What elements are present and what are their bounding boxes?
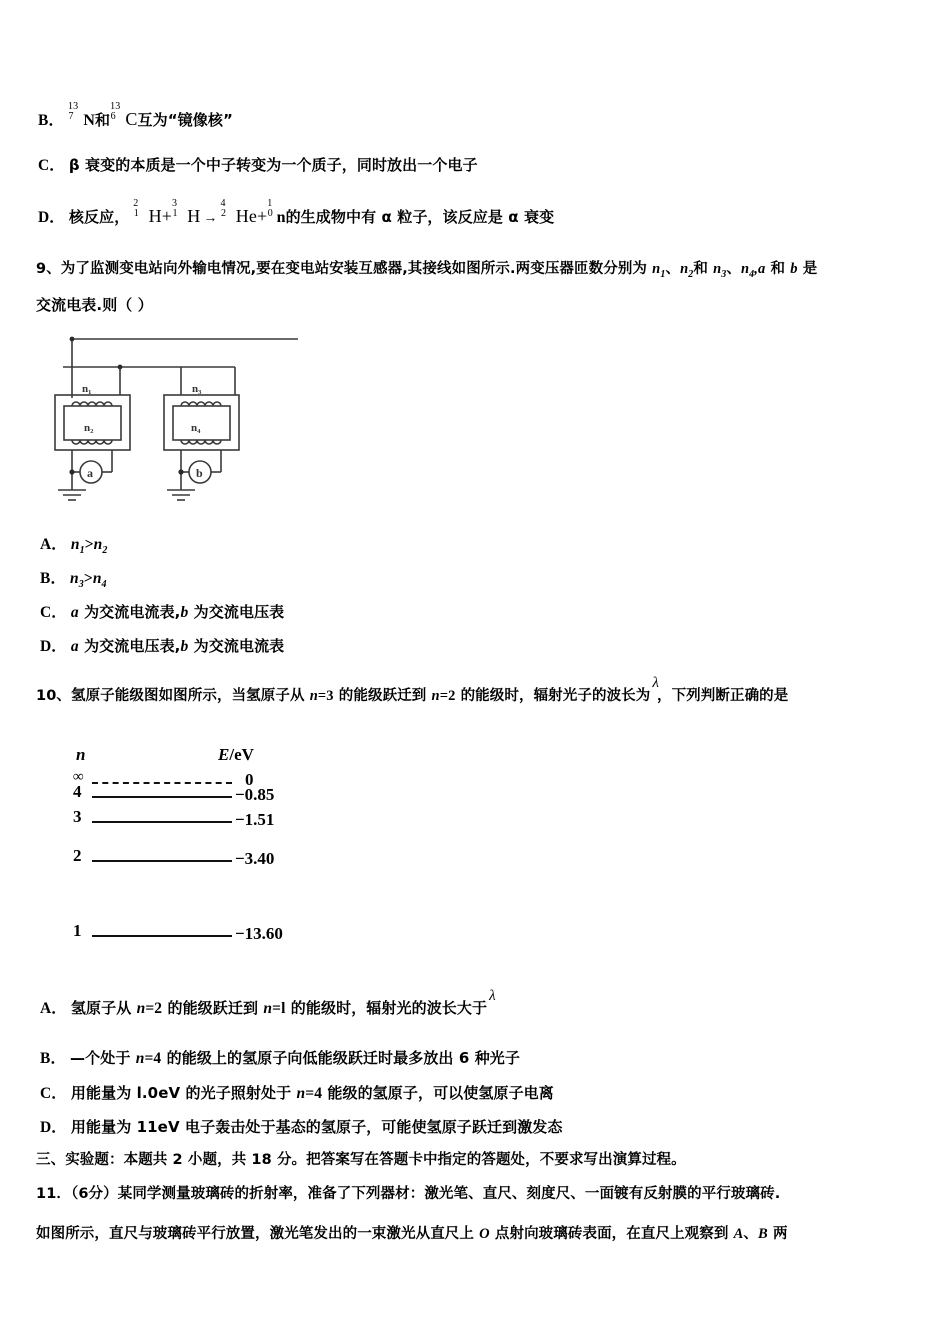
q9-n1-sub: 1: [660, 268, 666, 280]
q9-opt-b-n4: n: [92, 570, 102, 587]
q9-sep-2: 、: [726, 261, 741, 277]
nuclide-n1: [267, 197, 286, 227]
q9-n3-sub: 3: [721, 268, 727, 280]
label-n2: n₂: [84, 422, 94, 434]
q9-opt-a-n2: n: [93, 536, 103, 553]
q10-opt-a-n2: n: [263, 1000, 273, 1017]
he4-mass: 4: [220, 197, 226, 209]
nuclide-h2: [133, 197, 162, 227]
question-9-stem-line-1: [36, 262, 817, 280]
level-value-1: −13.60: [235, 924, 283, 943]
q9-option-c-label: C．: [40, 604, 67, 621]
h3-mass: 3: [171, 197, 178, 209]
q9-opt-c-var-b: b: [180, 604, 189, 621]
option-d-prefix: 核反应，: [68, 208, 130, 226]
q9-option-d: [40, 638, 284, 655]
q10-number: 10、: [36, 688, 71, 704]
q10-opt-a-p2: 的能级跃迁到: [162, 999, 264, 1017]
plus-sign-2: +: [256, 206, 268, 226]
question-11-line-1: [36, 1187, 780, 1203]
label-n3: n₃: [192, 383, 202, 395]
q9-opt-b-n4-sub: 4: [101, 579, 107, 591]
q9-opt-d-var-b: b: [180, 638, 189, 655]
q9-option-c: [40, 604, 284, 621]
q9-opt-c-tail: 为交流电压表: [188, 603, 285, 621]
nuclide-h3: [171, 197, 201, 227]
q9-n2-sub: 2: [688, 268, 694, 280]
level-line-3: [92, 821, 232, 823]
h2-mass: 2: [133, 197, 139, 209]
q10-opt-c-p2: 能级的氢原子，可以使氢原子电离: [322, 1084, 554, 1102]
q10-opt-c-n1eq: =4: [305, 1085, 323, 1102]
q9-stem-text: 为了监测变电站向外输电情况,要在变电站安装互感器,其接线如图所示.两变压器匝数分别为: [60, 261, 653, 277]
option-d-label: D．: [38, 209, 65, 226]
q9-sep-1: 、: [665, 261, 681, 277]
q9-opt-d-tail: 为交流电流表: [188, 637, 285, 655]
q9-n3: n: [713, 261, 722, 277]
label-meter-b: b: [196, 466, 203, 480]
q9-number: 9、: [36, 261, 61, 277]
q9-opt-a-n2-sub: 2: [102, 545, 108, 557]
q9-opt-b-relation: >: [83, 570, 93, 587]
junction-dot-bus: [118, 365, 123, 370]
q9-option-d-label: D．: [40, 638, 67, 655]
q11-line2-p1: 如图所示，直尺与玻璃砖平行放置，激光笔发出的一束激光从直尺上: [36, 1226, 480, 1242]
q9-option-b-label: B．: [40, 570, 67, 587]
level-line-1: [92, 935, 232, 937]
level-value-2: −3.40: [235, 849, 275, 868]
q11-sep: 、: [743, 1226, 759, 1242]
q9-stem-line2-text: 交流电表.则（ ）: [36, 296, 153, 314]
q10-opt-a-n2eq: =l: [272, 1000, 286, 1017]
junction-dot-right-meter: [178, 469, 183, 474]
nuclide-c13: [110, 100, 138, 130]
q9-opt-a-relation: >: [84, 536, 94, 553]
q10-n-eq-2: =2: [439, 688, 456, 704]
q9-end: 是: [797, 261, 818, 277]
q9-n1: n: [652, 261, 661, 277]
junction-dot-top: [70, 337, 75, 342]
level-label-4: 4: [73, 782, 82, 801]
section-3-heading-text: 三、实验题：本题共 2 小题，共 18 分。把答案写在答题卡中指定的答题处，不要求写出演算过程。: [36, 1152, 686, 1168]
c13-atomic: 6: [110, 110, 116, 122]
q11-line2-p3: 两: [767, 1226, 788, 1242]
q11-number: 11．: [36, 1186, 71, 1202]
n1-atomic: 0: [267, 207, 273, 219]
question-10-stem: [36, 675, 789, 705]
hydrogen-energy-level-diagram: [70, 745, 370, 960]
q10-opt-d-p1: 用能量为 11eV 电子轰击处于基态的氢原子，可能使氢原子跃迁到激发态: [70, 1118, 563, 1136]
question-11-line-2: [36, 1227, 788, 1243]
q10-opt-a-n1: n: [136, 1000, 146, 1017]
label-meter-a: a: [87, 466, 93, 480]
option-b-q8: [38, 100, 233, 130]
q10-opt-b-n1: n: [135, 1050, 145, 1067]
level-label-2: 2: [73, 846, 82, 865]
label-n1: n₁: [82, 383, 92, 395]
q9-option-a-label: A．: [40, 536, 67, 553]
q10-stem-p3: 的能级时，辐射光子的波长为: [455, 688, 651, 704]
h3-symbol: H: [187, 206, 201, 226]
right-transformer-inner-core: [173, 406, 230, 440]
level-line-infinity: [92, 782, 232, 784]
q10-opt-a-n1eq: =2: [145, 1000, 163, 1017]
q9-option-b: [40, 570, 107, 590]
level-value-3: −1.51: [235, 810, 275, 829]
q9-meter-b: b: [790, 261, 798, 277]
right-transformer-outer-core: [164, 395, 239, 450]
q10-stem-p4: ，下列判断正确的是: [656, 688, 789, 704]
q11-point-b: B: [758, 1226, 768, 1242]
level-line-4: [92, 796, 232, 798]
q10-opt-c-p1: 用能量为 l.0eV 的光子照射处于: [70, 1084, 297, 1102]
q9-option-a: [40, 536, 108, 556]
q9-mid: 和: [693, 261, 714, 277]
q9-opt-b-n3: n: [70, 570, 79, 587]
q10-option-b-label: B．: [40, 1050, 67, 1067]
section-3-heading: [36, 1153, 686, 1169]
q10-option-b: [40, 1050, 520, 1067]
q10-option-a-label: A．: [40, 1000, 67, 1017]
q10-opt-b-n1eq: =4: [144, 1050, 162, 1067]
q10-stem-p2: 的能级跃迁到: [333, 688, 432, 704]
q9-opt-c-mid: 为交流电流表,: [78, 603, 181, 621]
n13-atomic: 7: [68, 110, 74, 122]
q9-and: 和: [765, 261, 791, 277]
q10-option-c-label: C．: [40, 1085, 67, 1102]
lambda-symbol-option-a: λ: [489, 988, 496, 1004]
he4-atomic: 2: [220, 207, 227, 219]
q9-meter-a: ,a: [754, 261, 766, 277]
option-c-label: C．: [38, 157, 65, 174]
level-value-4: −0.85: [235, 785, 275, 804]
q10-n-eq-1: =3: [317, 688, 334, 704]
q9-opt-d-mid: 为交流电压表,: [78, 637, 181, 655]
option-c-text: β 衰变的本质是一个中子转变为一个质子，同时放出一个电子: [68, 156, 478, 174]
lambda-symbol-stem: λ: [652, 675, 659, 691]
q10-opt-b-p2: 的能级上的氢原子向低能级跃迁时最多放出 6 种光子: [161, 1049, 521, 1067]
q10-option-a: [40, 988, 496, 1018]
nuclide-he4: [220, 197, 257, 227]
q9-opt-c-var-a: a: [70, 604, 79, 621]
q10-opt-a-p1: 氢原子从: [70, 999, 137, 1017]
q9-opt-b-n3-sub: 3: [78, 579, 84, 591]
q9-opt-a-n1: n: [70, 536, 80, 553]
energy-diagram-header-n: n: [76, 745, 86, 764]
q9-n2: n: [680, 261, 689, 277]
transformer-instrument-circuit-figure: [50, 330, 320, 510]
q10-stem-p1: 氢原子能级图如图所示，当氢原子从: [70, 688, 310, 704]
q9-n4: n: [740, 261, 750, 277]
q10-opt-a-p3: 的能级时，辐射光的波长大于: [285, 999, 488, 1017]
q9-n4-sub: 4: [749, 268, 755, 280]
q9-opt-d-var-a: a: [70, 638, 79, 655]
option-d-text: 的生成物中有 α 粒子，该反应是 α 衰变: [285, 208, 555, 226]
reaction-arrow-icon: →: [203, 211, 218, 226]
n13-symbol: N: [83, 112, 95, 129]
q11-line1-text: （6分）某同学测量玻璃砖的折射率，准备了下列器材：激光笔、直尺、刻度尺、一面镀有反射膜的平行玻璃砖.: [70, 1186, 781, 1202]
h2-atomic: 1: [133, 207, 139, 219]
option-b-label: B．: [38, 112, 65, 129]
n1-symbol: n: [276, 209, 286, 226]
nuclide-n13: [68, 100, 95, 130]
level-value-infinity: 0: [245, 770, 254, 789]
q9-opt-a-n1-sub: 1: [79, 545, 85, 557]
q11-point-a: A: [733, 1226, 744, 1242]
option-b-text: 互为“镜像核”: [137, 111, 233, 129]
h3-atomic: 1: [172, 207, 178, 219]
q10-n-var-2: n: [431, 688, 440, 704]
label-n4: n₄: [191, 422, 201, 434]
q10-n-var-1: n: [309, 688, 318, 704]
plus-sign-1: +: [161, 206, 172, 226]
he4-symbol: He: [235, 206, 257, 226]
junction-dot-left-meter: [69, 469, 74, 474]
q10-opt-b-p1: —个处于: [70, 1049, 136, 1067]
level-label-infinity: ∞: [73, 769, 84, 785]
level-label-1: 1: [73, 921, 82, 940]
h2-symbol: H: [148, 206, 162, 226]
q10-option-c: [40, 1085, 554, 1102]
energy-diagram-header-e: E/eV: [218, 745, 254, 764]
level-line-2: [92, 860, 232, 862]
n1-mass: 1: [267, 197, 273, 209]
level-label-3: 3: [73, 807, 82, 826]
c13-mass: 13: [110, 100, 121, 112]
c13-symbol: C: [125, 109, 138, 129]
q11-line2-p2: 点射向玻璃砖表面，在直尺上观察到: [489, 1226, 734, 1242]
question-9-stem-line-2: [36, 297, 153, 314]
q10-option-d: [40, 1119, 563, 1136]
q10-opt-c-n1: n: [296, 1085, 306, 1102]
q11-point-o: O: [479, 1226, 490, 1242]
n13-mass: 13: [68, 100, 79, 112]
option-d-q8: [38, 197, 555, 227]
q10-option-d-label: D．: [40, 1119, 67, 1136]
conjunction-he: 和: [94, 111, 111, 129]
option-c-q8: [38, 157, 478, 174]
